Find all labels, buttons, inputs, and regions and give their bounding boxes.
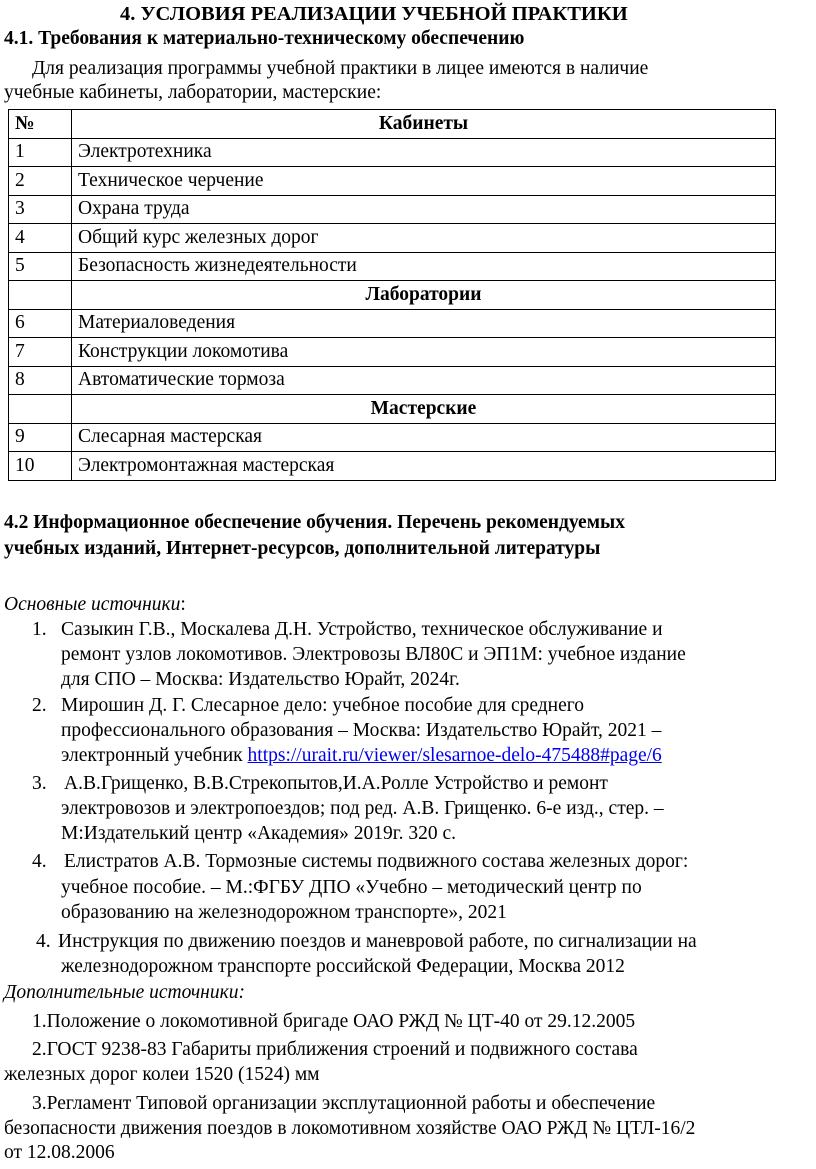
extra-source-1: 1.Положение о локомотивной бригаде ОАО РЖД № ЦТ-40 от 29.12.2005 xyxy=(32,1011,636,1032)
row-number: 2 xyxy=(9,167,72,196)
table-row xyxy=(9,338,776,367)
table-group-row xyxy=(9,395,776,424)
table-row xyxy=(9,309,776,338)
intro-line-2: учебные кабинеты, лаборатории, мастерские: xyxy=(4,82,382,103)
empty-cell xyxy=(9,281,72,310)
table-row xyxy=(9,452,776,481)
source-2-line-3 xyxy=(61,744,662,768)
table-row xyxy=(9,138,776,167)
row-name: Общий курс железных дорог xyxy=(72,224,776,253)
source-3-line-2: электровозов и электропоездов; под ред. А.В. Грищенко. 6-е изд., стер. – xyxy=(61,798,664,819)
table-row xyxy=(9,423,776,452)
group-labs-header: Лаборатории xyxy=(72,281,776,310)
source-5-line-2: железнодорожном транспорте российской Федерации, Москва 2012 xyxy=(61,956,625,977)
group-cabinets-header: Кабинеты xyxy=(72,110,776,139)
source-1-number: 1. xyxy=(32,619,47,640)
source-2-text: электронный учебник xyxy=(61,745,248,766)
source-2-link[interactable]: https://urait.ru/viewer/slesarnoe-delo-475488#page/6 xyxy=(247,745,662,766)
row-number: 5 xyxy=(9,252,72,281)
source-2-number: 2. xyxy=(32,695,47,716)
row-number: 7 xyxy=(9,338,72,367)
row-number: 1 xyxy=(9,138,72,167)
row-name: Автоматические тормоза xyxy=(72,366,776,395)
row-number: 3 xyxy=(9,195,72,224)
row-number: 6 xyxy=(9,309,72,338)
row-name: Конструкции локомотива xyxy=(72,338,776,367)
source-3-number: 3. xyxy=(32,773,47,794)
row-name: Слесарная мастерская xyxy=(72,423,776,452)
row-number: 4 xyxy=(9,224,72,253)
row-name: Безопасность жизнедеятельности xyxy=(72,252,776,281)
source-4-number: 4. xyxy=(32,851,47,872)
source-1-line-1 xyxy=(61,618,814,642)
main-sources-heading xyxy=(4,593,186,617)
source-4-line-2: учебное пособие. – М.:ФГБУ ДПО «Учебно – методический центр по xyxy=(61,877,642,898)
row-name: Электромонтажная мастерская xyxy=(72,452,776,481)
group-workshops-header: Мастерские xyxy=(72,395,776,424)
facilities-table xyxy=(8,109,776,481)
table-row xyxy=(9,195,776,224)
row-name: Техническое черчение xyxy=(72,167,776,196)
source-2-line-1: Мирошин Д. Г. Слесарное дело: учебное пособие для среднего xyxy=(61,695,585,716)
table-row xyxy=(9,252,776,281)
row-number: 10 xyxy=(9,452,72,481)
row-number: 9 xyxy=(9,423,72,452)
subsection-41-title: 4.1. Требования к материально-техническому обеспечению xyxy=(4,28,525,49)
source-1-line-2: ремонт узлов локомотивов. Электровозы ВЛ80С и ЭП1М: учебное издание xyxy=(61,644,686,665)
table-group-row xyxy=(9,281,776,310)
source-1-text-1: Сазыкин Г.В., Москалева Д.Н. Устройство, техническое обслуживание и xyxy=(61,619,663,640)
source-5-line-1: Инструкция по движению поездов и маневровой работе, по сигнализации на xyxy=(58,931,697,952)
subsection-42-line-2: учебных изданий, Интернет-ресурсов, дополнительной литературы xyxy=(4,538,601,559)
row-name: Электротехника xyxy=(72,138,776,167)
extra-source-3-line-2: безопасности движения поездов в локомотивном хозяйстве ОАО РЖД № ЦТЛ-16/2 xyxy=(4,1118,696,1139)
table-row xyxy=(9,224,776,253)
source-2-line-2: профессионального образования – Москва: Издательство Юрайт, 2021 – xyxy=(61,720,662,741)
row-name: Охрана труда xyxy=(72,195,776,224)
source-4-line-3: образованию на железнодорожном транспорте», 2021 xyxy=(61,902,507,923)
table-header-row xyxy=(9,110,776,139)
source-3-line-1: А.В.Грищенко, В.В.Стрекопытов,И.А.Ролле Устройство и ремонт xyxy=(64,773,608,794)
extra-source-3-line-1: 3.Регламент Типовой организации эксплутационной работы и обеспечение xyxy=(32,1093,656,1114)
table-row xyxy=(9,167,776,196)
main-sources-label: Основные источники xyxy=(4,594,181,615)
row-name: Материаловедения xyxy=(72,309,776,338)
main-sources-colon: : xyxy=(180,594,186,615)
extra-source-2-line-2: железных дорог колеи 1520 (1524) мм xyxy=(4,1064,320,1085)
extra-sources-label: Дополнительные источники: xyxy=(4,982,245,1003)
source-5-number: 4. xyxy=(36,931,51,952)
section-title: 4. УСЛОВИЯ РЕАЛИЗАЦИИ УЧЕБНОЙ ПРАКТИКИ xyxy=(120,3,628,25)
subsection-42-line-1: 4.2 Информационное обеспечение обучения. Перечень рекомендуемых xyxy=(4,512,625,533)
empty-cell xyxy=(9,395,72,424)
col-num-header: № xyxy=(9,110,72,139)
source-3-line-3: М:Издателький центр «Академия» 2019г. 320 с. xyxy=(61,823,457,844)
extra-source-3-line-3: от 12.08.2006 xyxy=(4,1142,115,1163)
intro-line-1: Для реализация программы учебной практики в лицее имеются в наличие xyxy=(32,58,649,79)
extra-source-2-line-1: 2.ГОСТ 9238-83 Габариты приближения строений и подвижного состава xyxy=(32,1039,638,1060)
row-number: 8 xyxy=(9,366,72,395)
table-row xyxy=(9,366,776,395)
source-1-line-3: для СПО – Москва: Издательство Юрайт, 2024г. xyxy=(61,669,460,690)
source-4-line-1: Елистратов А.В. Тормозные системы подвижного состава железных дорог: xyxy=(64,851,689,872)
